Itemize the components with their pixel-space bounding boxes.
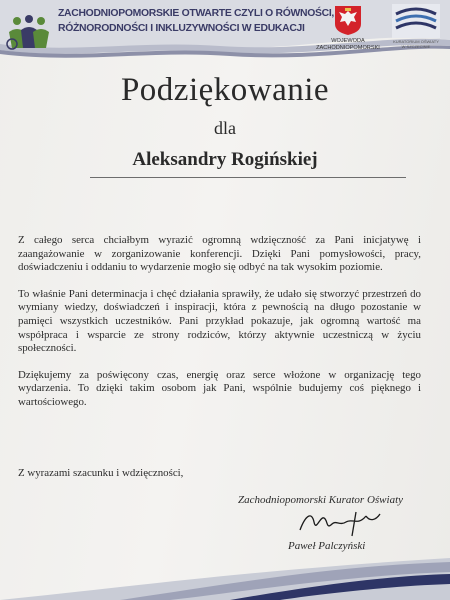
letter-body bbox=[18, 234, 421, 423]
divider-line bbox=[90, 177, 406, 178]
closing-line: Z wyrazami szacunku i wdzięczności, bbox=[18, 467, 184, 479]
signer-name: Paweł Palczyński bbox=[288, 540, 366, 552]
right-logo-caption: KURATORIUM OŚWIATY W SZCZECINIE bbox=[393, 39, 439, 49]
header-title-line2: RÓŻNORODNOŚCI I INKLUZYWNOŚCI W EDUKACJI bbox=[58, 23, 305, 34]
header-title-line1: ZACHODNIOPOMORSKIE OTWARTE CZYLI O RÓWNOŚCI, bbox=[58, 8, 335, 19]
paragraph-3: Dziękujemy za poświęcony czas, energię oraz serce włożone w organizację tego wydarzenia. To dzięki takim osobom jak Pani, wspólnie budujemy coś pięknego i wartościowego. bbox=[18, 368, 421, 408]
recipient-name: Aleksandry Rogińskiej bbox=[132, 149, 318, 170]
header-title bbox=[58, 6, 335, 36]
people-logo-icon bbox=[6, 14, 52, 54]
paragraph-2: To właśnie Pani determinacja i chęć działania sprawiły, że udało się stworzyć przestrzeń do wymiany wiedzy, doświadczeń i inspiracji, która z pewnością na długo pozostanie w pamięci wszystkich uczestników. Pani przykład pokazuje, jak ogromną wartość ma współpraca i wsparcie ze strony rodziców, którzy aktywnie uczestniczą w życiu społeczności. bbox=[18, 287, 421, 355]
voivode-line1: WOJEWODA bbox=[331, 38, 365, 44]
curator-logo-icon bbox=[392, 4, 440, 38]
voivode-line2: ZACHODNIOPOMORSKI bbox=[316, 44, 380, 51]
signer-title: Zachodniopomorski Kurator Oświaty bbox=[238, 494, 404, 506]
document-title: Podziękowanie bbox=[120, 72, 330, 108]
footer-wave-decoration bbox=[0, 540, 450, 600]
voivode-caption bbox=[314, 38, 382, 51]
dla-text: dla bbox=[214, 118, 236, 138]
polish-eagle-emblem-icon bbox=[333, 4, 363, 36]
handwritten-signature bbox=[296, 508, 386, 540]
paragraph-1: Z całego serca chciałbym wyrazić ogromną wdzięczność za Pani inicjatywę i zaangażowanie w zorganizowanie konferencji. Dzięki Pani pomysłowości, pracy, doświadczeniu i oddaniu to wydarzenie mogło się odbyć na tak wysokim poziomie. bbox=[18, 234, 421, 274]
